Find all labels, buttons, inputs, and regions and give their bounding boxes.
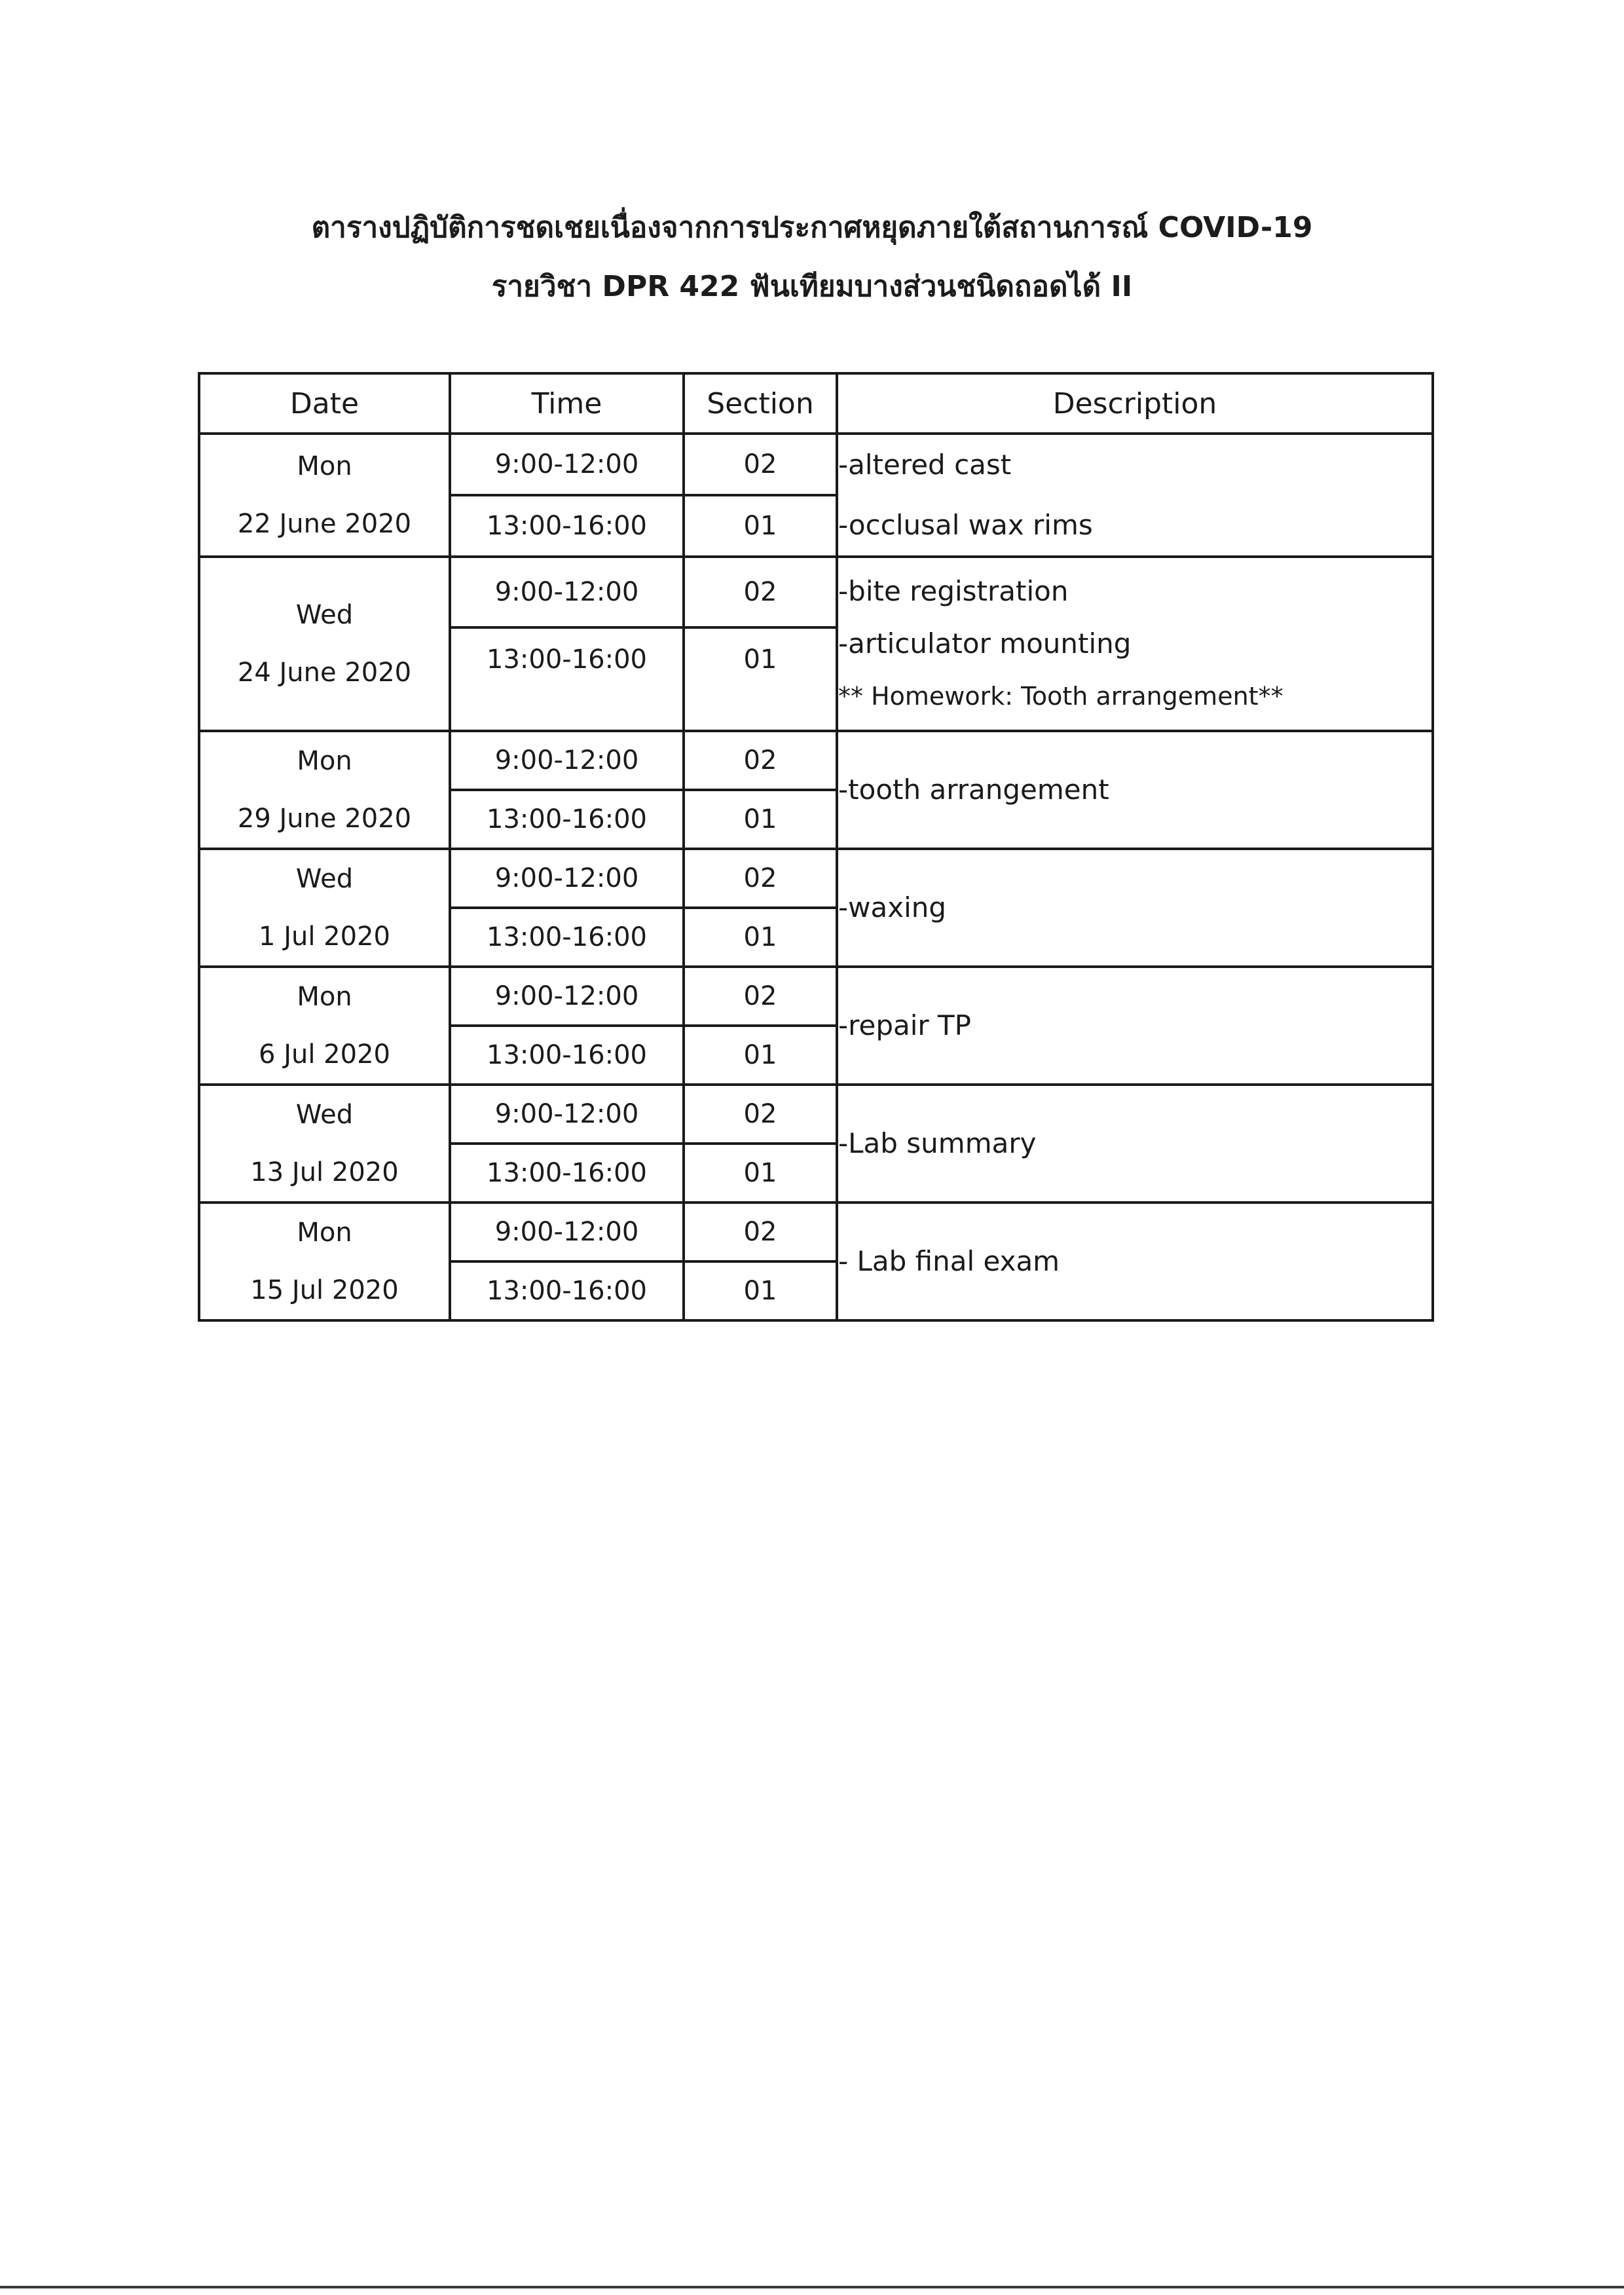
weekday: Mon [297,451,352,481]
date-cell [199,731,450,849]
section-cell: 02 [684,731,837,790]
description-line: -repair TP [838,1009,972,1041]
time-cell: 9:00-12:00 [450,1085,684,1144]
description-line: -articulator mounting [838,627,1132,660]
time-cell: 9:00-12:00 [450,1203,684,1261]
weekday: Mon [297,1218,352,1248]
weekday: Mon [297,746,352,776]
description-cell [837,1203,1433,1320]
description-line: -occlusal wax rims [838,509,1093,541]
time-cell: 9:00-12:00 [450,731,684,790]
date-text: 15 Jul 2020 [250,1275,399,1305]
time-cell: 13:00-16:00 [450,908,684,967]
time-cell: 13:00-16:00 [450,1261,684,1320]
date-text: 22 June 2020 [237,509,412,539]
section-cell: 02 [684,849,837,908]
table-row [199,557,1433,627]
section-cell: 01 [684,495,837,557]
homework-note: ** Homework: Tooth arrangement** [838,682,1283,711]
section-cell: 01 [684,790,837,849]
date-cell [199,1203,450,1320]
weekday: Mon [297,982,352,1012]
description-cell [837,731,1433,849]
date-cell [199,1085,450,1203]
time-cell: 13:00-16:00 [450,1144,684,1203]
section-cell: 01 [684,1261,837,1320]
document-title: ตารางปฏิบัติการชดเชยเนื่องจากการประกาศหยุดภายใต้สถานการณ์ COVID-19 [311,211,1313,244]
description-cell [837,849,1433,967]
table-row [199,1203,1433,1261]
table-row [199,434,1433,495]
date-cell [199,849,450,967]
description-cell [837,967,1433,1085]
description-line: -bite registration [838,575,1069,607]
header-row [199,373,1433,434]
time-cell: 13:00-16:00 [450,495,684,557]
description-cell [837,1085,1433,1203]
date-text: 29 June 2020 [237,804,412,834]
description-line: - Lab final exam [838,1245,1060,1277]
header-section: Section [684,373,837,434]
table-row [199,967,1433,1026]
time-cell: 9:00-12:00 [450,557,684,627]
section-cell: 02 [684,967,837,1026]
time-cell: 13:00-16:00 [450,627,684,731]
time-cell: 9:00-12:00 [450,849,684,908]
header-date: Date [199,373,450,434]
date-text: 1 Jul 2020 [259,922,390,952]
time-cell: 9:00-12:00 [450,434,684,495]
description-cell [837,557,1433,731]
time-cell: 13:00-16:00 [450,790,684,849]
header-time: Time [450,373,684,434]
table-row [199,1085,1433,1144]
section-cell: 02 [684,1085,837,1144]
description-line: -altered cast [838,449,1012,481]
time-cell: 13:00-16:00 [450,1026,684,1085]
table-row [199,731,1433,790]
table-row [199,849,1433,908]
section-cell: 01 [684,1026,837,1085]
weekday: Wed [295,1100,354,1130]
description-line: -tooth arrangement [838,774,1109,806]
description-cell [837,434,1433,557]
date-cell [199,434,450,557]
date-cell [199,557,450,731]
weekday: Wed [295,600,354,630]
weekday: Wed [295,864,354,894]
date-text: 6 Jul 2020 [259,1039,390,1070]
date-text: 24 June 2020 [237,658,412,688]
section-cell: 02 [684,434,837,495]
page-edge-line [0,2286,1624,2288]
section-cell: 01 [684,627,837,731]
date-cell [199,967,450,1085]
schedule-table [198,372,1434,1322]
description-line: -Lab summary [838,1127,1037,1159]
header-description: Description [837,373,1433,434]
section-cell: 01 [684,1144,837,1203]
description-line: -waxing [838,891,947,924]
date-text: 13 Jul 2020 [250,1157,399,1187]
section-cell: 02 [684,557,837,627]
section-cell: 01 [684,908,837,967]
section-cell: 02 [684,1203,837,1261]
course-subtitle: รายวิชา DPR 422 ฟันเทียมบางส่วนชนิดถอดได้ II [491,270,1133,303]
time-cell: 9:00-12:00 [450,967,684,1026]
